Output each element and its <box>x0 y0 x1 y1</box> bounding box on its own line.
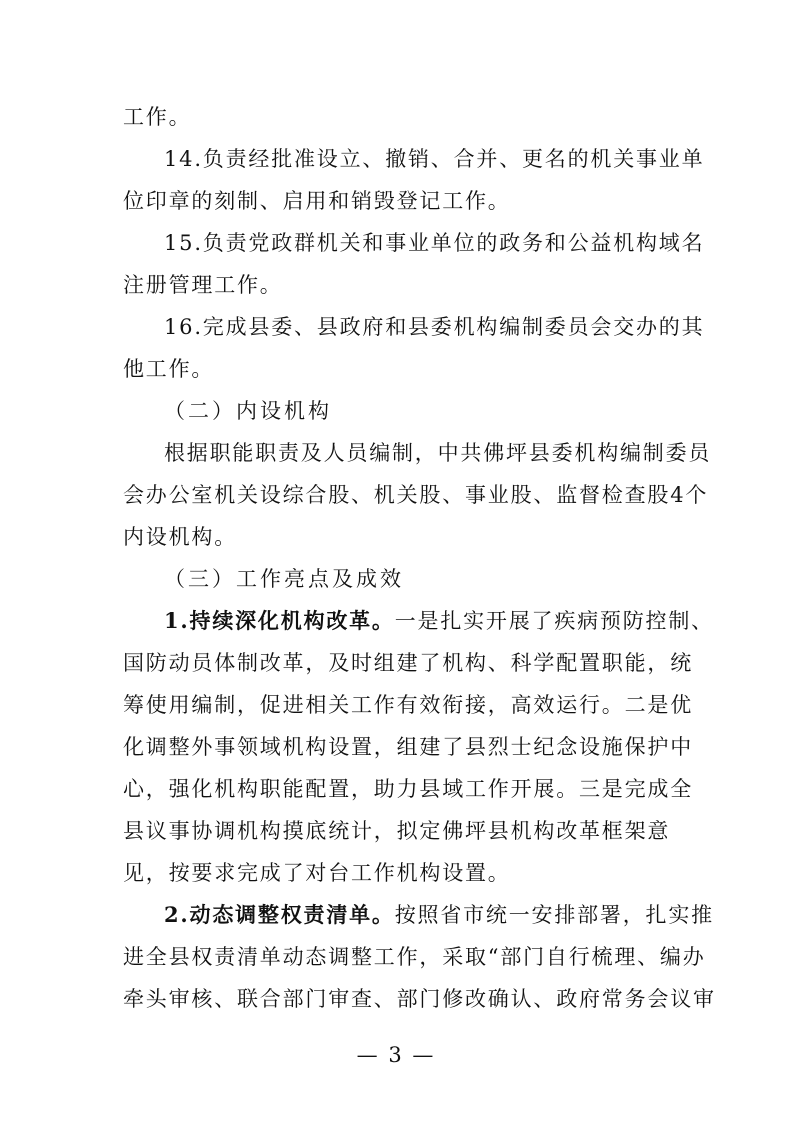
paragraph-line: 根据职能职责及人员编制，中共佛坪县委机构编制委员 <box>164 441 712 465</box>
paragraph-line: 注册管理工作。 <box>123 273 283 297</box>
item-heading: 2.动态调整权责清单。 <box>164 902 395 927</box>
item-heading: 1.持续深化机构改革。 <box>164 608 395 633</box>
paragraph-line: 工作。 <box>123 105 192 129</box>
paragraph-line: 会办公室机关设综合股、机关股、事业股、监督检查股4个 <box>123 483 709 507</box>
section-heading: （二）内设机构 <box>164 399 332 423</box>
paragraph-line: 见，按要求完成了对台工作机构设置。 <box>123 861 511 885</box>
paragraph-line: 位印章的刻制、启用和销毁登记工作。 <box>123 189 511 213</box>
paragraph-line: 15.负责党政群机关和事业单位的政务和公益机构域名 <box>164 231 705 255</box>
paragraph-line: 牵头审核、联合部门审查、部门修改确认、政府常务会议审 <box>123 987 716 1011</box>
item-text: 一是扎实开展了疾病预防控制、 <box>394 609 714 633</box>
item-text: 按照省市统一安排部署，扎实推 <box>394 903 714 927</box>
item-heading-line <box>164 895 714 935</box>
paragraph-line: 他工作。 <box>123 357 215 381</box>
page-number: — 3 — <box>356 1043 436 1067</box>
paragraph-line: 化调整外事领域机构设置，组建了县烈士纪念设施保护中 <box>123 735 693 759</box>
paragraph-line: 内设机构。 <box>123 525 237 549</box>
section-heading: （三）工作亮点及成效 <box>164 567 404 591</box>
paragraph-line: 心，强化机构职能配置，助力县域工作开展。三是完成全 <box>123 777 693 801</box>
paragraph-line: 县议事协调机构摸底统计，拟定佛坪县机构改革框架意 <box>123 819 671 843</box>
paragraph-line: 14.负责经批准设立、撤销、合并、更名的机关事业单 <box>164 147 705 171</box>
item-heading-line <box>164 601 714 641</box>
paragraph-line: 16.完成县委、县政府和县委机构编制委员会交办的其 <box>164 315 705 339</box>
paragraph-line: 进全县权责清单动态调整工作，采取“部门自行梳理、编办 <box>123 945 706 969</box>
paragraph-line: 筹使用编制，促进相关工作有效衔接，高效运行。二是优 <box>123 693 693 717</box>
paragraph-line: 国防动员体制改革，及时组建了机构、科学配置职能，统 <box>123 651 693 675</box>
